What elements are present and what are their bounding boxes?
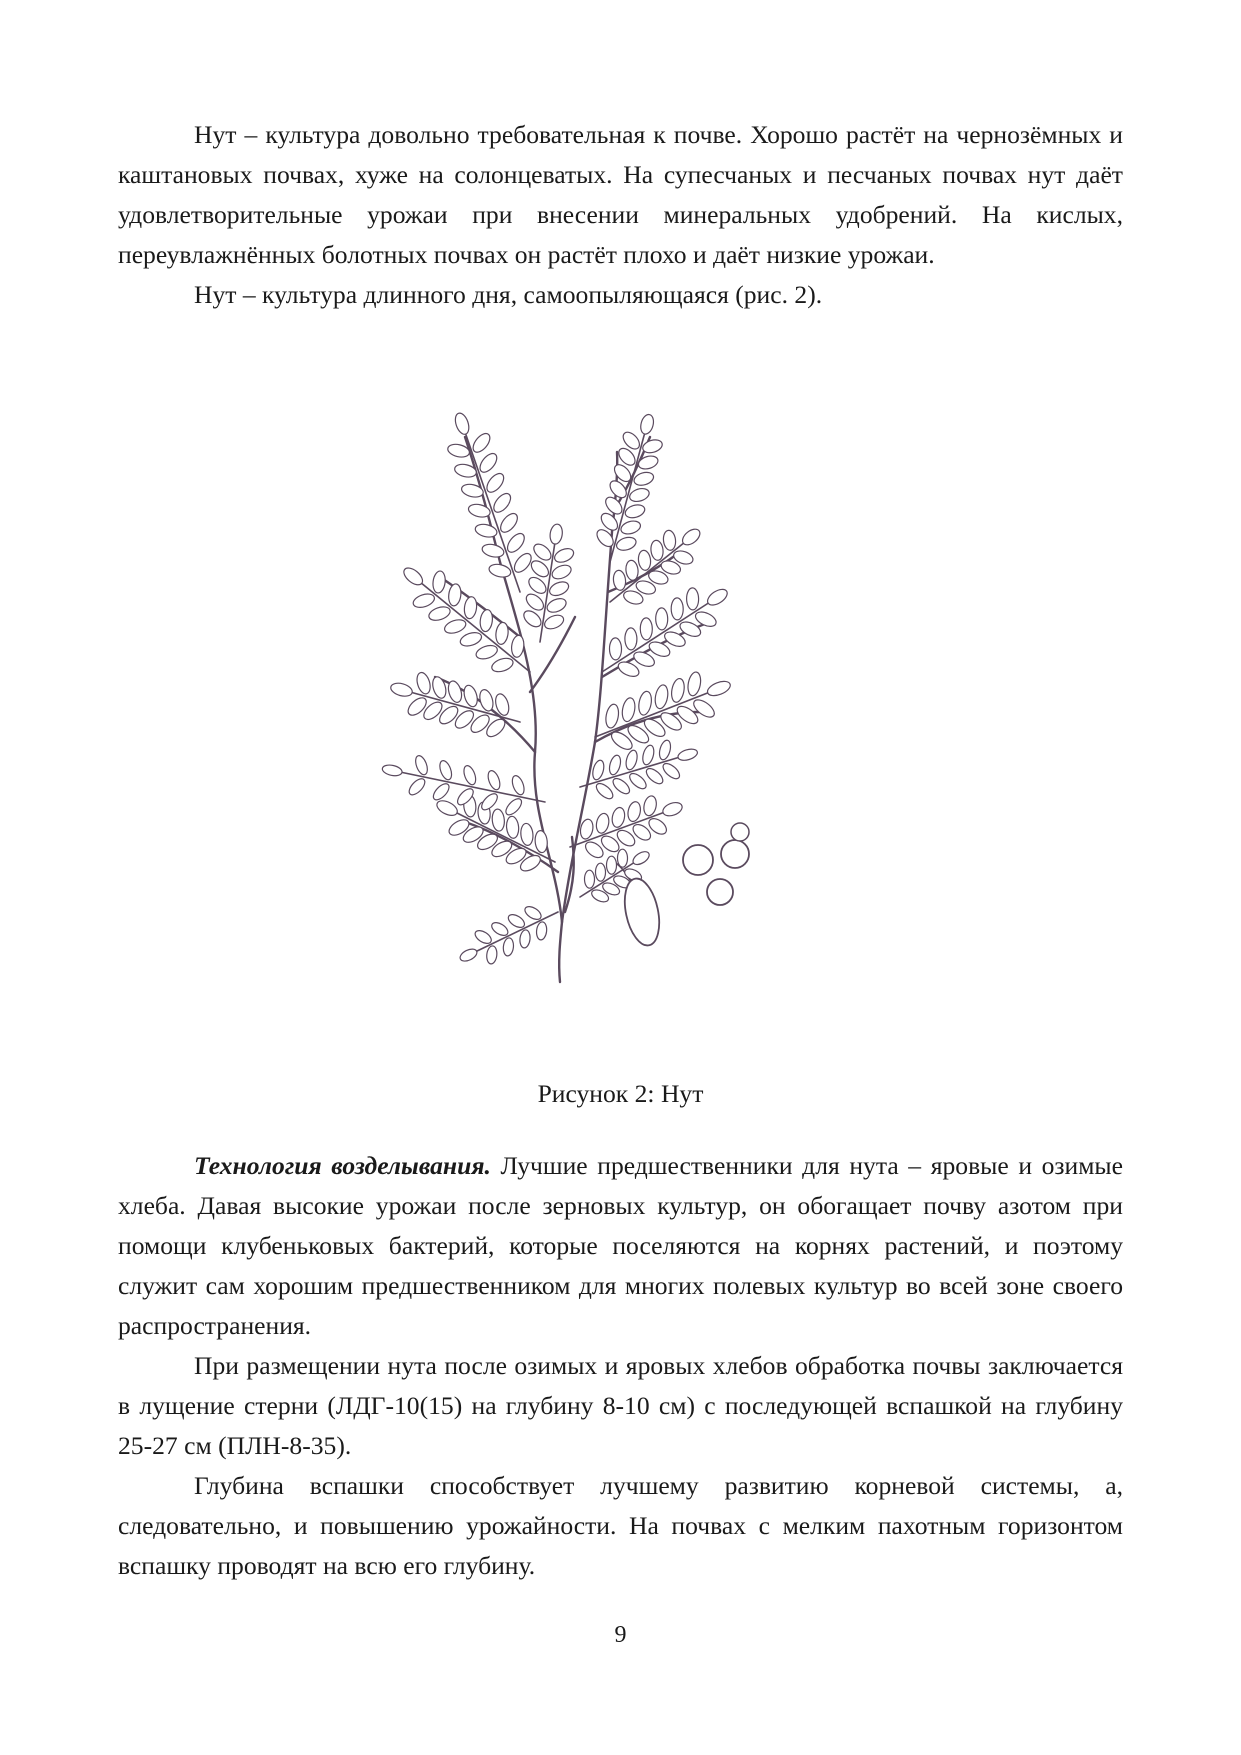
leaflet (510, 635, 525, 658)
seed (731, 823, 749, 841)
leaflet (624, 503, 647, 520)
leaflet (520, 823, 534, 846)
paragraph-lead: Лучшие предшественники для нута – яровые и озимые хлеба. Давая высокие урожаи после зерновых культур, он обогащает почву азотом при помощи клубеньковых бактерий, которые поселяются на корнях растений, и поэтому служит сам хорошим предшественником для многих полевых культур во всей зоне своего распространения. (118, 1151, 1123, 1340)
leaflet (650, 540, 664, 561)
leaflet (521, 608, 544, 630)
leaflet (462, 764, 478, 786)
leaflet (639, 413, 656, 435)
leaflet (604, 703, 620, 729)
leaflet (686, 671, 702, 697)
seed (707, 879, 733, 905)
leaflet (706, 679, 733, 699)
leaflet (625, 560, 639, 581)
leaflet (473, 928, 494, 946)
leaflet (662, 530, 676, 551)
leaflet (406, 776, 427, 797)
leaflet (460, 482, 484, 499)
leaflet (463, 596, 478, 619)
leaflet (626, 801, 642, 823)
leaflet (625, 628, 637, 650)
leaflet (474, 643, 499, 661)
leaflet (453, 411, 472, 436)
leaflet (411, 591, 436, 609)
section-term: Технология возделывания. (194, 1151, 491, 1180)
paragraph: Нут – культура довольно требовательная к почве. Хорошо растёт на чернозёмных и каштановых почвах, хуже на солонцеватых. На супесчаных и песчаных почвах нут даёт удовлетворительные урожаи при внесении минеральных удобрений. На кислых, переувлажнённых болотных почвах он растёт плохо и даёт низкие урожаи. (118, 120, 1123, 269)
paragraph (118, 1146, 1123, 1346)
leaflet (632, 470, 655, 487)
leaflet (653, 684, 669, 710)
leaflet (606, 856, 616, 874)
leaflet (435, 798, 460, 819)
leaflet (531, 541, 554, 563)
leaf-rachis (602, 602, 710, 672)
chickpea-plant-drawing (380, 392, 860, 1052)
leaflet (591, 759, 606, 781)
intro-text (118, 115, 1123, 315)
leaflet (431, 781, 452, 802)
page-number: 9 (614, 1622, 627, 1648)
leaflet (474, 522, 498, 539)
leaflet (413, 754, 429, 776)
leaflet (415, 671, 433, 696)
leaflet (427, 604, 452, 622)
leaflet (624, 749, 639, 771)
leaflet (644, 766, 666, 787)
leaflet (548, 579, 571, 598)
leaflet (620, 697, 636, 723)
leaflet (495, 622, 510, 645)
leaflet (491, 809, 505, 832)
leaflet (595, 812, 611, 834)
leaflet (686, 588, 698, 610)
leaflet (594, 781, 616, 802)
leaflet (523, 591, 546, 613)
seed (683, 845, 713, 875)
seed (721, 840, 749, 868)
leaflet (680, 526, 703, 548)
leaflet (510, 774, 526, 796)
leaflet (619, 519, 642, 536)
leaflet (641, 744, 656, 766)
leaflet (401, 565, 426, 588)
leaflet (610, 776, 632, 797)
leaflet (612, 570, 626, 591)
leaflet (628, 486, 651, 503)
leaflet (661, 800, 684, 818)
leaflet (504, 531, 527, 556)
leaflet (671, 598, 683, 620)
leaflet (443, 617, 468, 635)
leaflet (503, 796, 524, 817)
leaflet (534, 830, 548, 853)
leaflet (470, 431, 493, 456)
leaflet (658, 739, 673, 761)
leaflet (656, 608, 668, 630)
leaflet (490, 920, 511, 938)
leaflet (553, 546, 576, 565)
leaflet (458, 947, 479, 964)
leaflet (467, 502, 491, 519)
leaflet (523, 904, 544, 922)
leaflet (438, 759, 454, 781)
leaflet (389, 681, 413, 698)
leaflet (511, 551, 534, 576)
leaflet (459, 630, 484, 648)
chickpea-illustration (380, 392, 860, 1052)
leaflet (497, 511, 520, 536)
technology-text (118, 1146, 1123, 1586)
leaflet (631, 849, 652, 867)
paragraph: Нут – культура длинного дня, самоопыляющаяся (рис. 2). (194, 280, 823, 309)
figure-caption: Рисунок 2: Нут (537, 1079, 704, 1108)
leaflet (462, 684, 480, 709)
leaflet (447, 583, 462, 606)
leaflet (660, 761, 682, 782)
leaflet (432, 570, 447, 593)
leaflet (642, 795, 658, 817)
leaflet (519, 929, 531, 948)
leaflet (617, 849, 627, 867)
leaflet (549, 523, 564, 545)
paragraph: Глубина вспашки способствует лучшему развитию корневой системы, а, следовательно, и повышению урожайности. На почвах с мелким пахотным горизонтом вспашку проводят на всю его глубину. (118, 1471, 1123, 1580)
leaflet (640, 618, 652, 640)
leaflet (484, 471, 507, 496)
leaflet (526, 574, 549, 596)
leaflet (502, 937, 514, 956)
leaflet (491, 491, 514, 516)
leaflet (481, 542, 505, 559)
leaflet (595, 863, 605, 881)
leaflet (486, 945, 498, 964)
leaflet (584, 870, 594, 888)
leaflet (608, 754, 623, 776)
leaflet (488, 562, 512, 579)
leaflet (637, 550, 651, 571)
leaflet (486, 769, 502, 791)
leaflet (550, 563, 573, 582)
leaflet (506, 912, 527, 930)
leaflet (477, 688, 495, 713)
leaflet (609, 638, 621, 660)
leaflet (677, 747, 699, 762)
leaflet (430, 675, 448, 700)
leaflet (477, 451, 500, 476)
leaflet (381, 763, 403, 777)
leaflet (627, 771, 649, 792)
leaflet (705, 586, 730, 608)
leaflet (615, 535, 638, 552)
leaflet (670, 678, 686, 704)
leaflet (579, 818, 595, 840)
leaflet (637, 454, 660, 471)
leaflet (506, 816, 520, 839)
leaflet (545, 596, 568, 615)
plant-stem (559, 922, 562, 982)
leaflet (610, 806, 626, 828)
leaflet (543, 613, 566, 632)
leaflet (536, 921, 548, 940)
leaflet (637, 690, 653, 716)
leaflet (479, 609, 494, 632)
leaf-rachis (420, 582, 530, 672)
leaflet (490, 656, 515, 674)
paragraph: При размещении нута после озимых и яровых хлебов обработка почвы заключается в лущение стерни (ЛДГ-10(15) на глубину 8-10 см) с последующей вспашкой на глубину 25-27 см (ПЛН-8-35). (118, 1351, 1123, 1460)
leaflet (528, 558, 551, 580)
